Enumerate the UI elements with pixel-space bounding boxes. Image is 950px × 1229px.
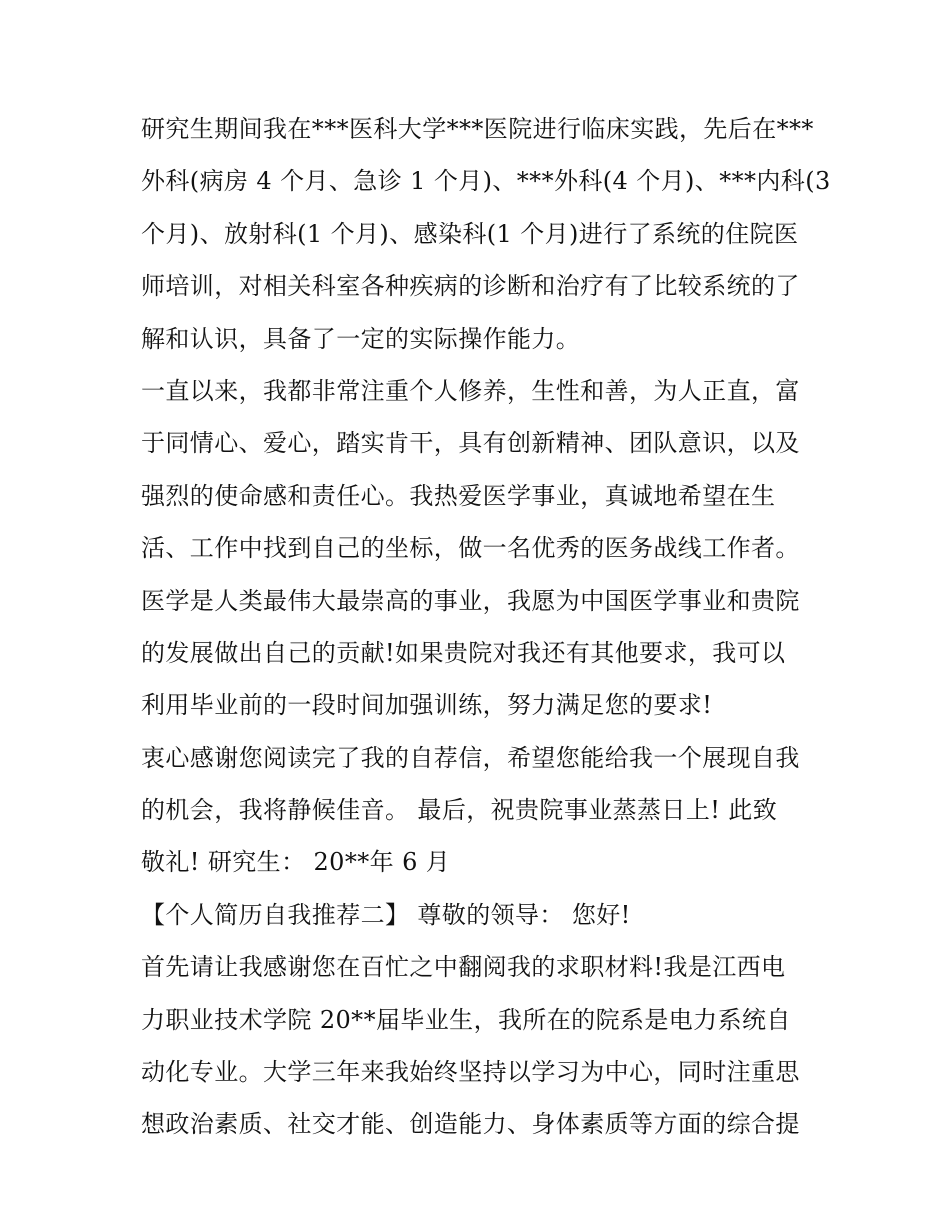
text-line: 敬礼! 研究生： 20**年 6 月 — [141, 848, 451, 877]
text-line: 个月)、放射科(1 个月)、感染科(1 个月)进行了系统的住院医 — [141, 219, 799, 248]
text-line: 外科(病房 4 个月、急诊 1 个月)、***外科(4 个月)、***内科(3 — [141, 167, 831, 196]
text-line: 师培训，对相关科室各种疾病的诊断和治疗有了比较系统的了 — [141, 272, 800, 301]
text-line: 活、工作中找到自己的坐标，做一名优秀的医务战线工作者。 — [141, 534, 800, 563]
text-line: 的发展做出自己的贡献!如果贵院对我还有其他要求，我可以 — [141, 638, 786, 667]
text-line: 力职业技术学院 20**届毕业生，我所在的院系是电力系统自 — [141, 1005, 791, 1034]
text-line: 动化专业。大学三年来我始终坚持以学习为中心，同时注重思 — [141, 1058, 800, 1087]
text-line: 医学是人类最伟大最崇高的事业，我愿为中国医学事业和贵院 — [141, 586, 800, 615]
text-line: 利用毕业前的一段时间加强训练，努力满足您的要求! — [141, 691, 713, 720]
text-line: 想政治素质、社交才能、创造能力、身体素质等方面的综合提 — [141, 1110, 800, 1139]
text-line: 一直以来，我都非常注重个人修养，生性和善，为人正直，富 — [141, 376, 800, 405]
text-line: 解和认识，具备了一定的实际操作能力。 — [141, 324, 581, 353]
section-heading-line: 【个人简历自我推荐二】 尊敬的领导： 您好! — [141, 900, 631, 929]
text-line: 研究生期间我在***医科大学***医院进行临床实践，先后在*** — [141, 115, 814, 143]
text-line: 强烈的使命感和责任心。我热爱医学事业，真诚地希望在生 — [141, 481, 776, 510]
text-line: 首先请让我感谢您在百忙之中翻阅我的求职材料!我是江西电 — [141, 953, 786, 982]
text-line: 的机会，我将静候佳音。 最后，祝贵院事业蒸蒸日上! 此致 — [141, 796, 778, 825]
text-line: 于同情心、爱心，踏实肯干，具有创新精神、团队意识，以及 — [141, 429, 800, 458]
text-line: 衷心感谢您阅读完了我的自荐信，希望您能给我一个展现自我 — [141, 743, 800, 772]
document-body — [141, 103, 831, 1151]
